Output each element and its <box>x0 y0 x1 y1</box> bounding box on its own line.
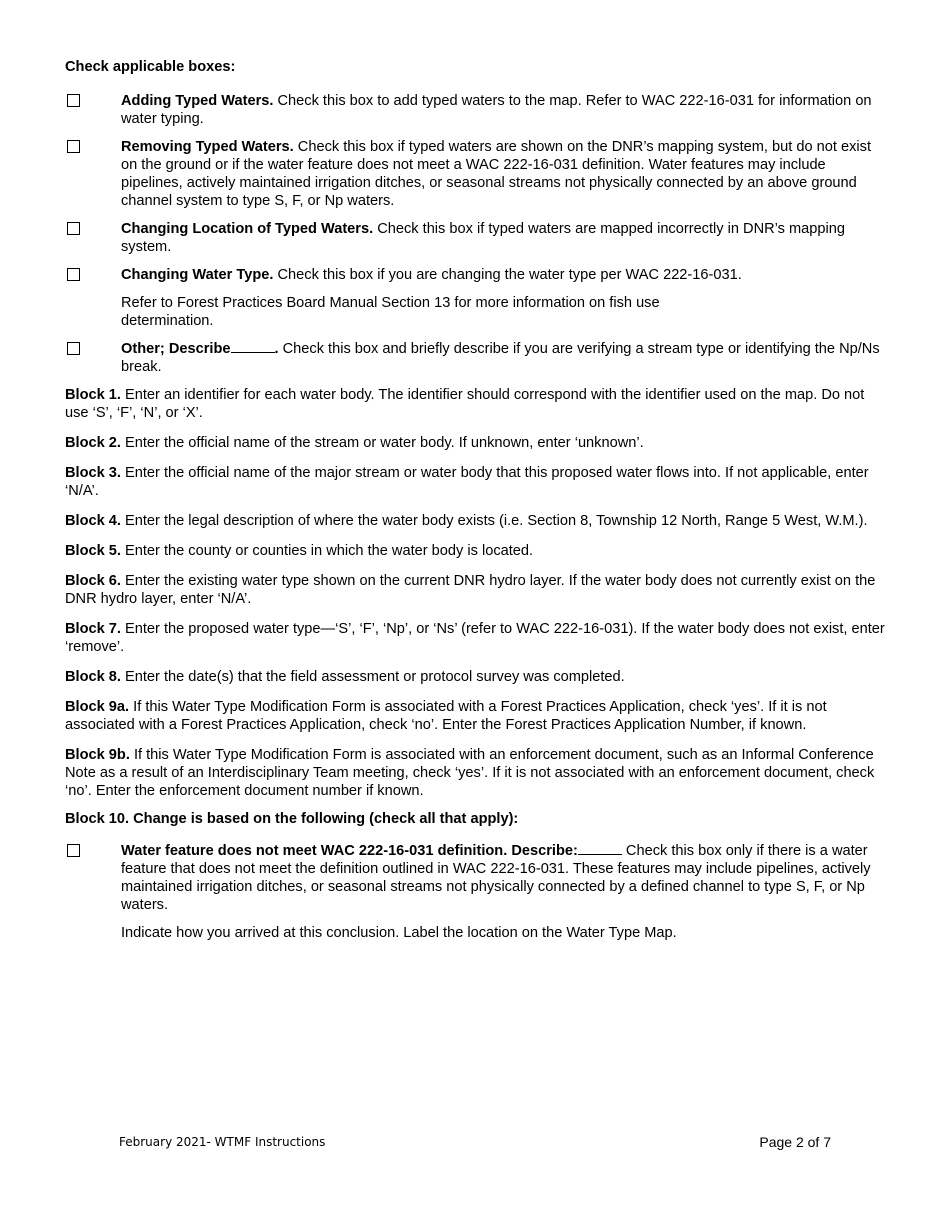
checkbox-item-removing-typed-waters <box>65 138 885 210</box>
checkbox[interactable] <box>67 140 80 153</box>
describe-blank: . <box>231 341 279 357</box>
item-title: Removing Typed Waters. <box>121 139 294 155</box>
item-text: Check this box if typed waters are mapped incorrectly in DNR’s mapping system. <box>121 221 845 255</box>
block-4 <box>65 512 885 530</box>
item-note: Indicate how you arrived at this conclusion. Label the location on the Water Type Map. <box>121 925 677 941</box>
block-label: Block 4. <box>65 513 121 529</box>
block-text: Enter the existing water type shown on the current DNR hydro layer. If the water body does not currently exist on the DNR hydro layer, enter ‘N/A’. <box>65 573 876 607</box>
block-text: Enter the legal description of where the water body exists (i.e. Section 8, Township 12 North, Range 5 West, W.M.). <box>125 513 868 529</box>
checkbox[interactable] <box>67 342 80 355</box>
block-text: Enter the official name of the stream or water body. If unknown, enter ‘unknown’. <box>125 435 644 451</box>
checkbox[interactable] <box>67 222 80 235</box>
block-label: Block 5. <box>65 543 121 559</box>
item-text: Check this box if typed waters are shown on the DNR’s mapping system, but do not exist on the ground or if the water feature does not meet a WAC 222-16-031 definition. Water features may include pipelines, actively maintained irrigation ditches, or seasonal streams not physically connected by an above ground channel system to type S, F, or Np waters. <box>121 139 872 209</box>
checkbox-item-changing-location <box>65 220 885 256</box>
item-title: Adding Typed Waters. <box>121 93 274 109</box>
item-note: Refer to Forest Practices Board Manual Section 13 for more information on fish use determination. <box>121 295 660 329</box>
checkbox[interactable] <box>67 268 80 281</box>
checkbox[interactable] <box>67 94 80 107</box>
item-text: Check this box if you are changing the water type per WAC 222-16-031. <box>277 267 742 283</box>
checkbox-item-changing-water-type <box>65 266 885 330</box>
checkbox-item-adding-typed-waters <box>65 92 885 128</box>
page-footer <box>119 1133 831 1151</box>
block-1 <box>65 386 885 422</box>
item-text: Check this box only if there is a water feature that does not meet the definition outlined in WAC 222-16-031. These features may include pipelines, actively maintained irrigation ditches, or seasonal streams not physically connected by a defined channel to type S, F, or Np waters. <box>121 843 871 913</box>
block-text: Enter an identifier for each water body. The identifier should correspond with the identifier used on the map. Do not use ‘S’, ‘F’, ‘N’, or ‘X’. <box>65 387 865 421</box>
item-text: Check this box and briefly describe if you are verifying a stream type or identifying the Np/Ns break. <box>121 341 880 375</box>
block-text: If this Water Type Modification Form is associated with a Forest Practices Application, check ‘yes’. If it is not associated with a Forest Practices Application, check ‘no’. Enter the Forest Practices Application Number, if known. <box>65 699 827 733</box>
block-label: Block 8. <box>65 669 121 685</box>
block-label: Block 6. <box>65 573 121 589</box>
checkbox-item-water-feature <box>65 842 885 942</box>
checkbox-item-other <box>65 340 885 376</box>
block-6 <box>65 572 885 608</box>
section-heading: Check applicable boxes: <box>65 59 236 75</box>
describe-blank <box>578 843 622 859</box>
block-text: Enter the date(s) that the field assessment or protocol survey was completed. <box>125 669 625 685</box>
block-label: Block 2. <box>65 435 121 451</box>
checkbox[interactable] <box>67 844 80 857</box>
block-9b <box>65 746 885 800</box>
block-7 <box>65 620 885 656</box>
block-8 <box>65 668 885 686</box>
block-text: If this Water Type Modification Form is associated with an enforcement document, such as an Informal Conference Note as a result of an Interdisciplinary Team meeting, check ‘yes’. If it is not associated with an enforcement document, check ‘no’. Enter the enforcement document number if known. <box>65 747 875 799</box>
document-page <box>65 58 885 952</box>
item-text: Check this box to add typed waters to the map. Refer to WAC 222-16-031 for information on water typing. <box>121 93 872 127</box>
block-label: Block 7. <box>65 621 121 637</box>
block-label: Block 3. <box>65 465 121 481</box>
block-label: Block 9b. <box>65 747 130 763</box>
page-number: Page 2 of 7 <box>759 1134 831 1150</box>
item-title: Changing Water Type. <box>121 267 274 283</box>
block-text: Enter the official name of the major stream or water body that this proposed water flows into. If not applicable, enter ‘N/A’. <box>65 465 869 499</box>
block-9a <box>65 698 885 734</box>
block-2 <box>65 434 885 452</box>
item-title: Water feature does not meet WAC 222-16-031 definition. Describe: <box>121 843 578 859</box>
block-10-heading: Block 10. Change is based on the following (check all that apply): <box>65 811 519 827</box>
footer-document-date: February 2021- WTMF Instructions <box>119 1135 326 1149</box>
item-title: Changing Location of Typed Waters. <box>121 221 374 237</box>
block-text: Enter the county or counties in which the water body is located. <box>125 543 534 559</box>
block-3 <box>65 464 885 500</box>
block-instructions <box>65 386 885 800</box>
block-text: Enter the proposed water type—‘S’, ‘F’, ‘Np’, or ‘Ns’ (refer to WAC 222-16-031). If the water body does not exist, enter ‘remove’. <box>65 621 885 655</box>
item-title: Other; Describe <box>121 341 231 357</box>
block-label: Block 1. <box>65 387 121 403</box>
block-label: Block 9a. <box>65 699 130 715</box>
block-5 <box>65 542 885 560</box>
